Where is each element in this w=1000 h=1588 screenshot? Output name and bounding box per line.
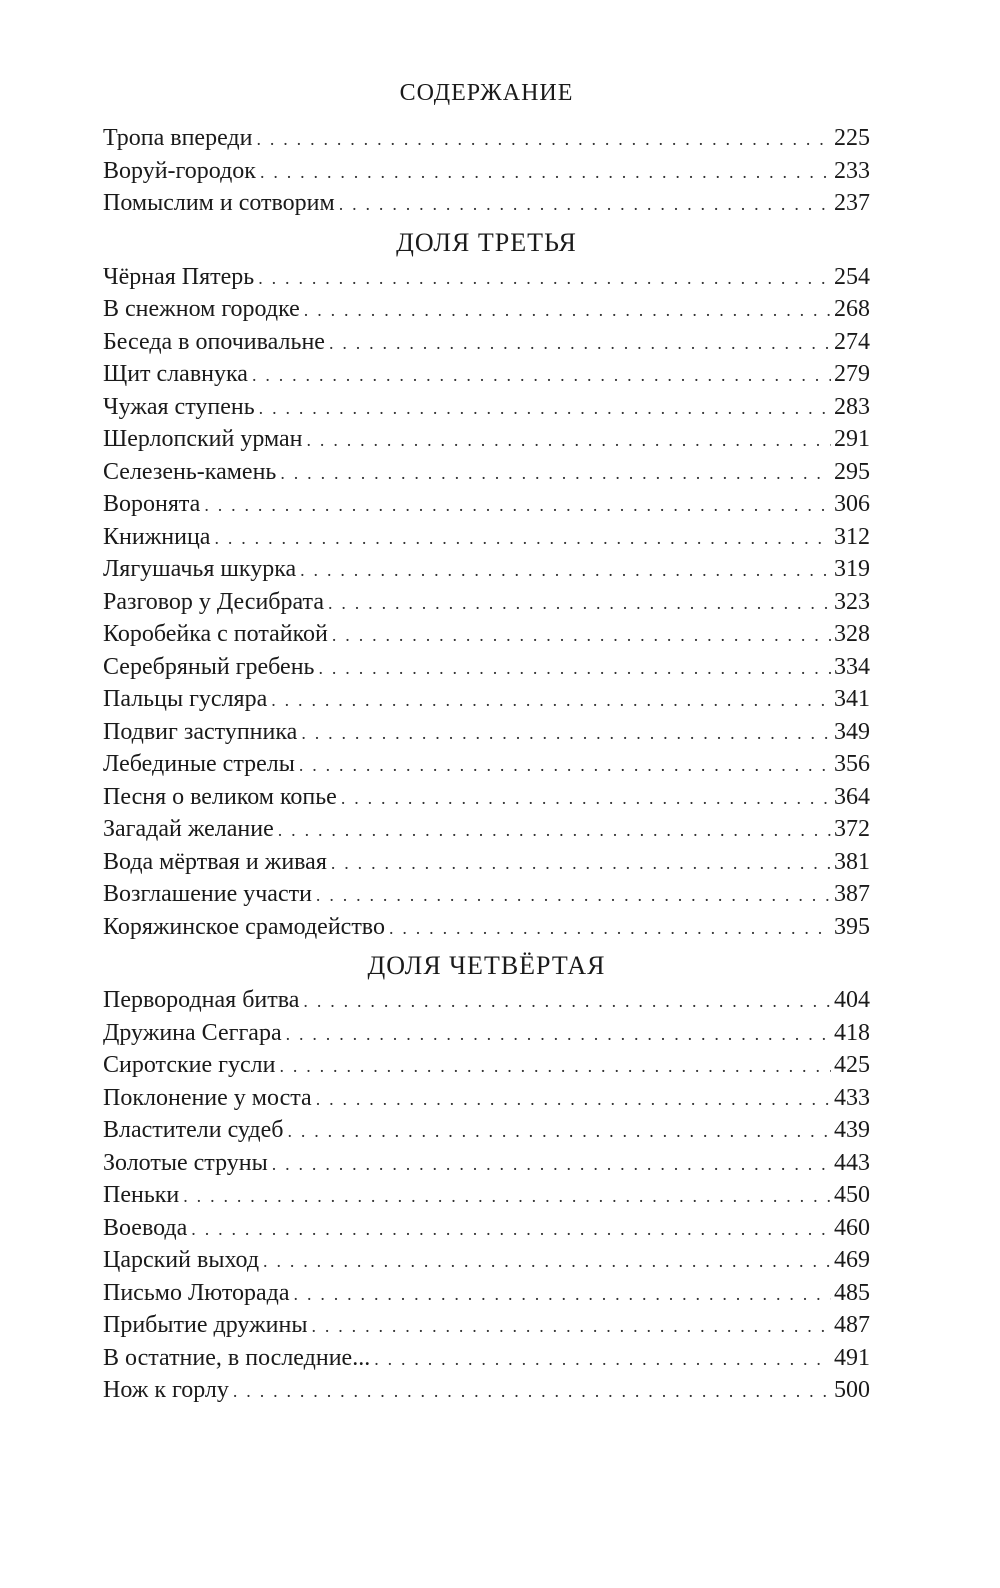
dot-leader	[260, 156, 831, 189]
toc-entry-title: Вода мёртвая и живая	[103, 848, 327, 875]
toc-entry-page: 268	[834, 296, 870, 322]
toc-entry	[103, 358, 870, 391]
dot-leader	[271, 684, 831, 717]
toc-entry-page: 279	[834, 361, 870, 387]
dot-leader	[301, 717, 831, 750]
toc-entry-page: 381	[834, 848, 870, 875]
dot-leader	[328, 587, 831, 620]
toc-section-2	[103, 984, 870, 1407]
toc-entry-title: Пеньки	[103, 1182, 180, 1208]
toc-entry	[103, 813, 870, 846]
dot-leader	[304, 294, 831, 327]
toc-entry	[103, 1017, 870, 1050]
toc-entry	[103, 984, 870, 1017]
toc-entry	[103, 423, 870, 456]
toc-entry-title: Коробейка с потайкой	[103, 621, 328, 647]
toc-entry-title: Загадай желание	[103, 816, 274, 842]
dot-leader	[287, 1115, 831, 1148]
toc-entry-page: 295	[834, 458, 870, 485]
toc-entry-page: 233	[834, 157, 870, 184]
toc-entry-title: Властители судеб	[103, 1117, 284, 1143]
toc-entry	[103, 553, 870, 586]
toc-entry-page: 225	[834, 125, 870, 151]
toc-entry	[103, 1244, 870, 1277]
toc-entry	[103, 1147, 870, 1180]
dot-leader	[319, 652, 832, 685]
toc-entry	[103, 521, 870, 554]
toc-entry-title: Царский выход	[103, 1247, 260, 1273]
toc-entry-page: 439	[834, 1117, 870, 1143]
toc-entry-title: Воронята	[103, 491, 201, 517]
toc-entry-page: 306	[834, 491, 870, 517]
dot-leader	[278, 814, 831, 847]
toc-entry	[103, 326, 870, 359]
toc-entry-title: Дружина Сеггара	[103, 1019, 282, 1046]
toc-entry-title: Письмо Люторада	[103, 1279, 290, 1306]
toc-entry-title: Чёрная Пятерь	[103, 263, 255, 290]
toc-entry	[103, 618, 870, 651]
toc-entry-title: Серебряный гребень	[103, 653, 315, 680]
toc-entry-page: 323	[834, 588, 870, 615]
dot-leader	[374, 1343, 831, 1376]
toc-entry-title: Воевода	[103, 1214, 188, 1241]
dot-leader	[331, 847, 831, 880]
toc-entry-title: Разговор у Десибрата	[103, 588, 324, 615]
section-title-part-three: ДОЛЯ ТРЕТЬЯ	[396, 227, 577, 257]
toc-entry-title: Прибытие дружины	[103, 1312, 308, 1338]
dot-leader	[332, 619, 831, 652]
toc-entry	[103, 391, 870, 424]
toc-entry-title: Помыслим и сотворим	[103, 190, 335, 216]
toc-entry-page: 319	[834, 556, 870, 582]
toc-entry-title: Поклонение у моста	[103, 1084, 312, 1111]
toc-entry-page: 487	[834, 1312, 870, 1338]
toc-entry	[103, 846, 870, 879]
toc-entry-page: 364	[834, 783, 870, 810]
dot-leader	[280, 457, 831, 490]
dot-leader	[258, 262, 831, 295]
toc-entry	[103, 1309, 870, 1342]
toc-entry	[103, 1049, 870, 1082]
toc-entry-page: 425	[834, 1052, 870, 1078]
toc-entry-title: Первородная битва	[103, 987, 300, 1013]
toc-entry-title: Шерлопский урман	[103, 426, 303, 452]
toc-entry-page: 274	[834, 328, 870, 355]
dot-leader	[204, 489, 831, 522]
toc-entry-page: 237	[834, 190, 870, 216]
toc-entry	[103, 748, 870, 781]
dot-leader	[316, 1083, 831, 1116]
dot-leader	[263, 1245, 831, 1278]
toc-entry-page: 341	[834, 686, 870, 712]
toc-entry	[103, 261, 870, 294]
dot-leader	[259, 392, 831, 425]
toc-entry-page: 460	[834, 1214, 870, 1241]
toc-entry-page: 450	[834, 1182, 870, 1208]
dot-leader	[279, 1050, 831, 1083]
toc-entry	[103, 651, 870, 684]
toc-entry-page: 418	[834, 1019, 870, 1046]
toc-entry-title: Пальцы гусляра	[103, 686, 268, 712]
dot-leader	[339, 188, 831, 221]
toc-entry-page: 469	[834, 1247, 870, 1273]
dot-leader	[316, 879, 831, 912]
toc-entry-page: 349	[834, 718, 870, 745]
section-title-part-four: ДОЛЯ ЧЕТВЁРТАЯ	[367, 951, 606, 980]
toc-entry	[103, 488, 870, 521]
toc-entry-title: Лягушачья шкурка	[103, 556, 297, 582]
toc-entry-title: Коряжинское срамодейство	[103, 913, 385, 940]
toc-entry-page: 312	[834, 523, 870, 550]
toc-entry	[103, 1179, 870, 1212]
toc-entry	[103, 1082, 870, 1115]
toc-entry-title: Тропа впереди	[103, 125, 253, 151]
toc-entry-title: Чужая ступень	[103, 393, 255, 420]
toc-entry-page: 291	[834, 426, 870, 452]
toc-entry-page: 433	[834, 1084, 870, 1111]
dot-leader	[299, 749, 831, 782]
toc-entry	[103, 1342, 870, 1375]
toc-entry-page: 254	[834, 263, 870, 290]
dot-leader	[272, 1148, 831, 1181]
toc-entry	[103, 586, 870, 619]
toc-section-0	[103, 122, 870, 220]
toc-entry-title: Книжница	[103, 523, 211, 550]
toc-entry-title: Воруй-городок	[103, 157, 256, 184]
toc-entry-page: 328	[834, 621, 870, 647]
dot-leader	[294, 1278, 831, 1311]
toc-entry	[103, 456, 870, 489]
running-head: СОДЕРЖАНИЕ	[399, 80, 574, 106]
toc-entry-title: Нож к горлу	[103, 1377, 229, 1403]
toc-entry-page: 404	[834, 987, 870, 1013]
dot-leader	[307, 424, 831, 457]
toc-entry	[103, 878, 870, 911]
dot-leader	[191, 1213, 831, 1246]
toc-entry-page: 334	[834, 653, 870, 680]
dot-leader	[252, 359, 831, 392]
toc-entry	[103, 122, 870, 155]
toc-page	[103, 72, 870, 1407]
toc-entry	[103, 1374, 870, 1407]
toc-entry	[103, 781, 870, 814]
toc-entry-title: Подвиг заступника	[103, 718, 298, 745]
toc-entry	[103, 716, 870, 749]
toc-entry-page: 387	[834, 881, 870, 907]
toc-entry	[103, 683, 870, 716]
toc-entry	[103, 155, 870, 188]
toc-entry-page: 500	[834, 1377, 870, 1403]
toc-entry-page: 372	[834, 816, 870, 842]
toc-entry-page: 356	[834, 751, 870, 777]
dot-leader	[286, 1018, 831, 1051]
dot-leader	[214, 522, 831, 555]
toc-entry	[103, 293, 870, 326]
toc-entry	[103, 1212, 870, 1245]
dot-leader	[256, 123, 831, 156]
toc-entry-title: Щит славнука	[103, 361, 248, 387]
toc-entry-title: Селезень-камень	[103, 458, 277, 485]
toc-entry-title: В остатние, в последние...	[103, 1344, 371, 1371]
toc-entry-page: 395	[834, 913, 870, 940]
toc-entry-page: 485	[834, 1279, 870, 1306]
toc-entry-page: 283	[834, 393, 870, 420]
toc-entry-title: Беседа в опочивальне	[103, 328, 325, 355]
toc-entry-page: 491	[834, 1344, 870, 1371]
toc-entry-title: Возглашение участи	[103, 881, 312, 907]
toc-entry-title: Песня о великом копье	[103, 783, 337, 810]
toc-entry	[103, 187, 870, 220]
toc-entry	[103, 911, 870, 944]
dot-leader	[389, 912, 831, 945]
dot-leader	[183, 1180, 831, 1213]
toc-entry-title: Золотые струны	[103, 1149, 268, 1176]
toc-entry-page: 443	[834, 1149, 870, 1176]
toc-entry-title: Сиротские гусли	[103, 1052, 276, 1078]
dot-leader	[311, 1310, 831, 1343]
dot-leader	[303, 985, 831, 1018]
toc-entry	[103, 1114, 870, 1147]
dot-leader	[300, 554, 831, 587]
toc-entry-title: Лебединые стрелы	[103, 751, 295, 777]
dot-leader	[329, 327, 831, 360]
dot-leader	[233, 1375, 831, 1408]
toc-entry-title: В снежном городке	[103, 296, 300, 322]
dot-leader	[341, 782, 831, 815]
toc-entry	[103, 1277, 870, 1310]
toc-section-1	[103, 261, 870, 944]
